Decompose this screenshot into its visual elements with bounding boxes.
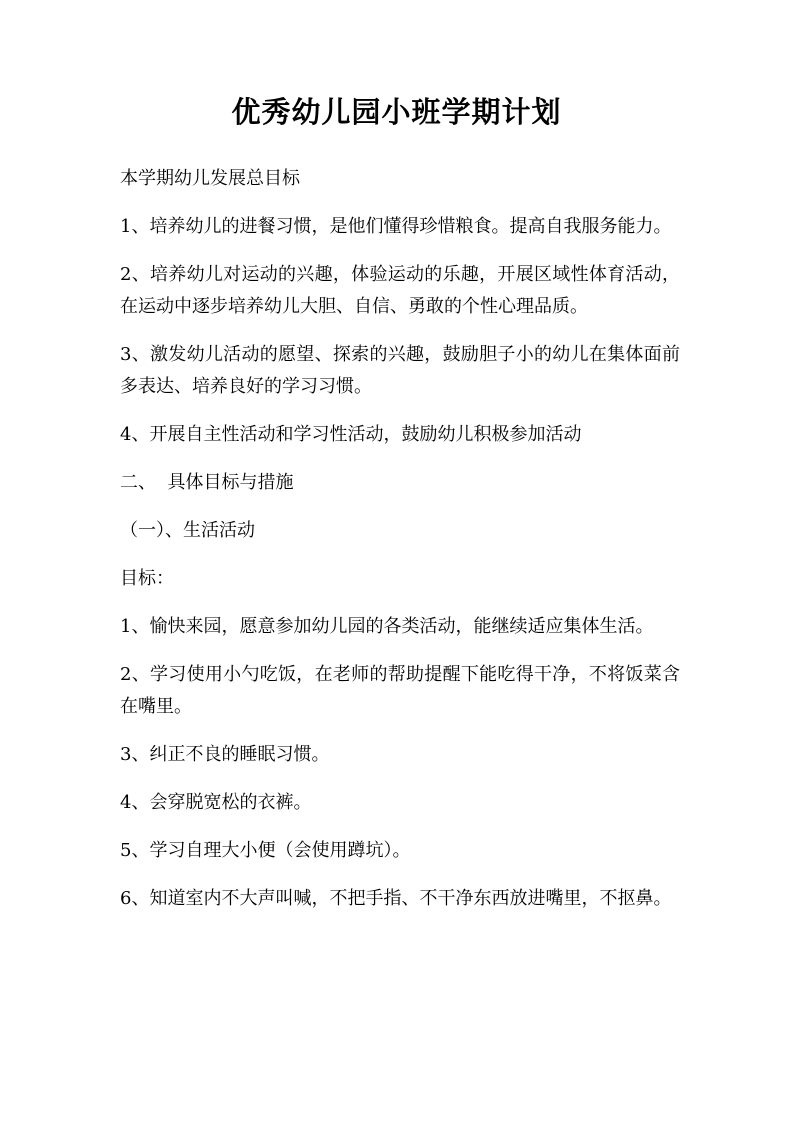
- document-title: 优秀幼儿园小班学期计划: [231, 95, 562, 129]
- label-goals: 目标：: [120, 568, 174, 589]
- paragraph-overall-goal-heading: 本学期幼儿发展总目标: [120, 168, 300, 189]
- paragraph-life-goal-2: 2、学习使用小勺吃饭，在老师的帮助提醒下能吃得干净，不将饭菜含在嘴里。: [120, 664, 680, 717]
- paragraph-life-goal-3: 3、纠正不良的睡眠习惯。: [120, 744, 330, 765]
- document-body: [120, 163, 680, 931]
- paragraph-goal-4: 4、开展自主性活动和学习性活动，鼓励幼儿积极参加活动: [120, 424, 582, 445]
- paragraph-goal-2: 2、培养幼儿对运动的兴趣，体验运动的乐趣，开展区域性体育活动，在运动中逐步培养幼儿大胆、自信、勇敢的个性心理品质。: [120, 264, 680, 317]
- paragraph-life-goal-1: 1、愉快来园，愿意参加幼儿园的各类活动，能继续适应集体生活。: [120, 616, 654, 637]
- section-heading-specific-goals: 二、 具体目标与措施: [120, 472, 294, 493]
- paragraph-life-goal-6: 6、知道室内不大声叫喊，不把手指、不干净东西放进嘴里，不抠鼻。: [120, 888, 672, 909]
- paragraph-goal-3: 3、激发幼儿活动的愿望、探索的兴趣，鼓励胆子小的幼儿在集体面前多表达、培养良好的学习习惯。: [120, 344, 680, 397]
- paragraph-life-goal-5: 5、学习自理大小便（会使用蹲坑）。: [120, 840, 411, 861]
- paragraph-goal-1: 1、培养幼儿的进餐习惯，是他们懂得珍惜粮食。提高自我服务能力。: [120, 216, 672, 237]
- subsection-heading-life-activities: （一）、生活活动: [120, 520, 255, 541]
- paragraph-life-goal-4: 4、会穿脱宽松的衣裤。: [120, 792, 312, 813]
